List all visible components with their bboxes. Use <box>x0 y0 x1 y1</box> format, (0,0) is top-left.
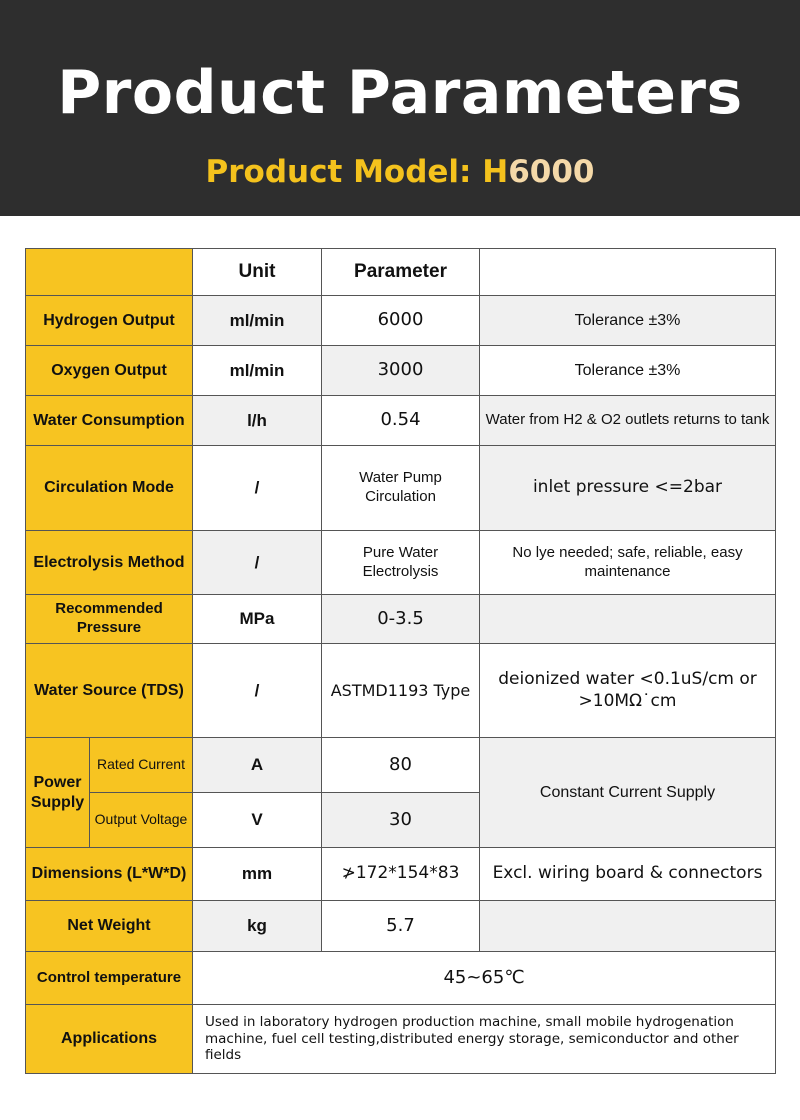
table-row <box>26 531 776 595</box>
row-parameter: 0.54 <box>322 396 480 446</box>
row-parameter: 3000 <box>322 346 480 396</box>
row-label: Control temperature <box>26 952 193 1005</box>
table-header-row <box>26 249 776 296</box>
output-voltage-label: Output Voltage <box>90 793 193 848</box>
header-banner <box>0 0 800 216</box>
row-unit: / <box>193 446 322 531</box>
row-unit: mm <box>193 848 322 901</box>
row-parameter: 80 <box>322 738 480 793</box>
table-row <box>26 595 776 644</box>
table-row <box>26 644 776 738</box>
row-label: Applications <box>26 1005 193 1074</box>
row-label: Water Source (TDS) <box>26 644 193 738</box>
row-parameter: Pure Water Electrolysis <box>322 531 480 595</box>
row-label: Hydrogen Output <box>26 296 193 346</box>
row-unit: ml/min <box>193 346 322 396</box>
row-parameter: 0-3.5 <box>322 595 480 644</box>
row-label: Dimensions (L*W*D) <box>26 848 193 901</box>
table-row <box>26 901 776 952</box>
note-line: >10MΩ˙cm <box>578 690 677 711</box>
label-line: Power <box>33 773 82 791</box>
row-unit: V <box>193 793 322 848</box>
table-row <box>26 738 776 793</box>
row-note: Water from H2 & O2 outlets returns to tank <box>480 396 776 446</box>
row-note: Excl. wiring board & connectors <box>480 848 776 901</box>
row-note: Tolerance ±3% <box>480 296 776 346</box>
label-line: Supply <box>30 793 85 811</box>
product-model-number: 6000 <box>508 154 595 190</box>
table-row <box>26 346 776 396</box>
table-row <box>26 848 776 901</box>
row-note <box>480 644 776 738</box>
table-row <box>26 1005 776 1074</box>
row-unit: A <box>193 738 322 793</box>
product-model-label: Product Model: H <box>205 154 509 190</box>
note-line: deionized water <0.1uS/cm or <box>498 669 757 690</box>
row-note: No lye needed; safe, reliable, easy maintenance <box>480 531 776 595</box>
power-supply-label <box>26 738 90 848</box>
table-row <box>26 952 776 1005</box>
row-label: Net Weight <box>26 901 193 952</box>
rated-current-label: Rated Current <box>90 738 193 793</box>
row-note: Tolerance ±3% <box>480 346 776 396</box>
row-note <box>480 595 776 644</box>
row-unit: MPa <box>193 595 322 644</box>
row-note: inlet pressure <=2bar <box>480 446 776 531</box>
unit-column-header: Unit <box>193 249 322 296</box>
row-label: Recommended Pressure <box>26 595 193 644</box>
row-parameter: Water Pump Circulation <box>322 446 480 531</box>
note-column-header <box>480 249 776 296</box>
row-parameter: 6000 <box>322 296 480 346</box>
row-parameter: 5.7 <box>322 901 480 952</box>
table-row <box>26 446 776 531</box>
applications-text <box>193 1005 776 1074</box>
applications-line: Used in laboratory hydrogen production machine, small mobile hydrogenation <box>205 1013 734 1030</box>
product-model <box>0 154 800 190</box>
row-label: Oxygen Output <box>26 346 193 396</box>
row-unit: kg <box>193 901 322 952</box>
power-supply-note: Constant Current Supply <box>480 738 776 848</box>
row-unit: / <box>193 531 322 595</box>
header-corner-cell <box>26 249 193 296</box>
table-row <box>26 296 776 346</box>
page-title: Product Parameters <box>57 58 743 128</box>
parameters-table <box>25 248 776 1074</box>
row-parameter: 30 <box>322 793 480 848</box>
row-unit: / <box>193 644 322 738</box>
parameter-column-header: Parameter <box>322 249 480 296</box>
row-label: Water Consumption <box>26 396 193 446</box>
row-parameter: ≯172*154*83 <box>322 848 480 901</box>
row-unit: l/h <box>193 396 322 446</box>
row-note <box>480 901 776 952</box>
applications-line: machine, fuel cell testing,distributed energy storage, semiconductor and other fields <box>205 1030 739 1064</box>
row-label: Electrolysis Method <box>26 531 193 595</box>
row-label: Circulation Mode <box>26 446 193 531</box>
row-parameter: ASTMD1193 Type <box>322 644 480 738</box>
table-row <box>26 396 776 446</box>
row-unit: ml/min <box>193 296 322 346</box>
control-temperature-value: 45~65℃ <box>193 952 776 1005</box>
